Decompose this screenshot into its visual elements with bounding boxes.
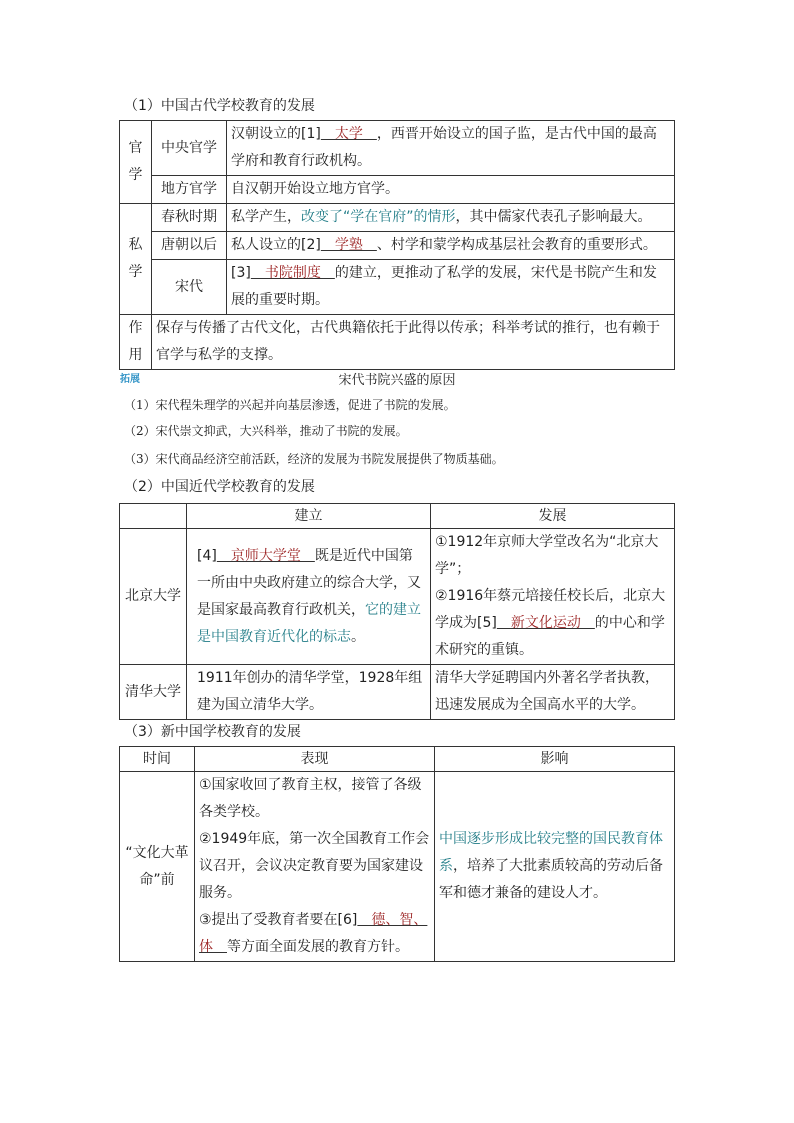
guanxue-label: 官学 xyxy=(120,121,152,204)
impact-cell: 中国逐步形成比较完整的国民教育体系，培养了大批素质较高的劳动后备军和德才兼备的建设人才。 xyxy=(435,772,675,962)
central-label: 中央官学 xyxy=(152,121,227,176)
header-development: 发展 xyxy=(431,504,675,529)
thu-establish: 1911年创办的清华学堂，1928年组建为国立清华大学。 xyxy=(187,665,431,720)
role-text: 保存与传播了古代文化，古代典籍依托于此得以传承；科举考试的推行，也有赖于官学与私学的支撑。 xyxy=(152,315,675,370)
extension-item: （1）宋代程朱理学的兴起并向基层渗透，促进了书院的发展。 xyxy=(124,398,456,412)
header-blank xyxy=(120,504,187,529)
local-label: 地方官学 xyxy=(152,176,227,204)
thu-development: 清华大学延聘国内外著名学者执教，迅速发展成为全国高水平的大学。 xyxy=(431,665,675,720)
section3-title: （3）新中国学校教育的发展 xyxy=(124,724,301,740)
blank-4: 京师大学堂 xyxy=(216,547,315,564)
section2-title: （2）中国近代学校教育的发展 xyxy=(124,479,315,495)
local-text: 自汉朝开始设立地方官学。 xyxy=(227,176,675,204)
section1-title: （1）中国古代学校教育的发展 xyxy=(124,98,315,114)
extension-title: 宋代书院兴盛的原因 xyxy=(338,373,456,388)
performance-cell: ①国家收回了教育主权，接管了各级各类学校。 ②1949年底，第一次全国教育工作会议召开，会议决定教育要为国家建设服务。 ③提出了受教育者要在[6] 德、智、体 等方面全面发展的教育方针。 xyxy=(195,772,435,962)
song-text: [3] 书院制度 的建立，更推动了私学的发展，宋代是书院产生和发展的重要时期。 xyxy=(227,260,675,315)
central-text: 汉朝设立的[1] 太学 ，西晋开始设立的国子监，是古代中国的最高学府和教育行政机构。 xyxy=(227,121,675,176)
role-label: 作用 xyxy=(120,315,152,370)
pku-development: ①1912年京师大学堂改名为“北京大学”； ②1916年蔡元培接任校长后，北京大学成为[5] 新文化运动 的中心和学术研究的重镇。 xyxy=(431,529,675,665)
header-time: 时间 xyxy=(120,747,195,772)
extension-item: （2）宋代崇文抑武，大兴科举，推动了书院的发展。 xyxy=(124,424,408,438)
blank-5: 新文化运动 xyxy=(496,615,595,631)
extension-item: （3）宋代商品经济空前活跃，经济的发展为书院发展提供了物质基础。 xyxy=(124,452,504,466)
song-label: 宋代 xyxy=(152,260,227,315)
chunqiu-text: 私学产生，改变了“学在官府”的情形，其中儒家代表孔子影响最大。 xyxy=(227,204,675,232)
time-cell: “文化大革命”前 xyxy=(120,772,195,962)
tang-label: 唐朝以后 xyxy=(152,232,227,260)
tang-text: 私人设立的[2] 学塾 、村学和蒙学构成基层社会教育的重要形式。 xyxy=(227,232,675,260)
modern-education-table xyxy=(119,503,675,720)
chunqiu-label: 春秋时期 xyxy=(152,204,227,232)
blank-3: 书院制度 xyxy=(250,265,335,281)
header-establish: 建立 xyxy=(187,504,431,529)
extension-tag: 拓展 xyxy=(120,374,140,385)
sixue-label: 私学 xyxy=(120,204,152,315)
new-china-education-table xyxy=(119,746,675,962)
blank-1: 太学 xyxy=(320,126,377,142)
blank-6: 德、智、体 xyxy=(199,912,428,955)
pku-establish: [4] 京师大学堂 既是近代中国第一所由中央政府建立的综合大学，又是国家最高教育行政机关，它的建立是中国教育近代化的标志。 xyxy=(187,529,431,665)
header-impact: 影响 xyxy=(435,747,675,772)
blank-2: 学塾 xyxy=(320,237,377,253)
header-performance: 表现 xyxy=(195,747,435,772)
thu-name: 清华大学 xyxy=(120,665,187,720)
ancient-education-table xyxy=(119,120,675,370)
pku-name: 北京大学 xyxy=(120,529,187,665)
